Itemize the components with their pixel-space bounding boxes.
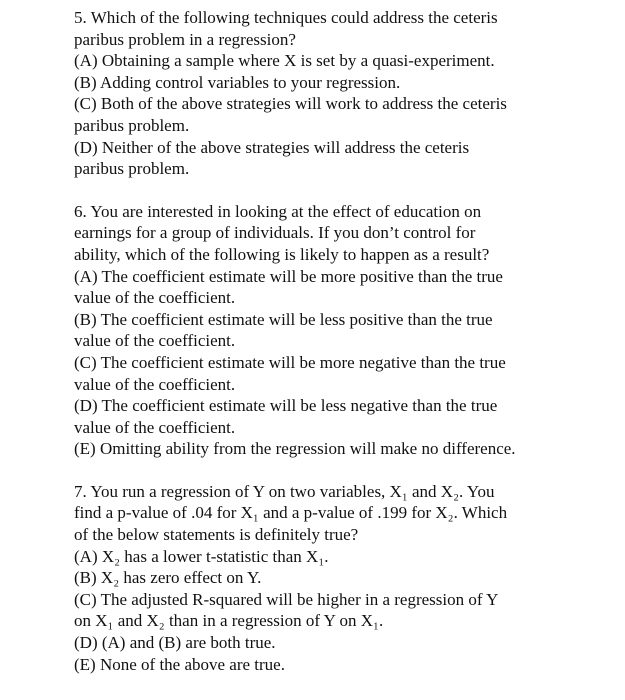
question-7-option-a: (A) X₂ has a lower t-statistic than X₁.	[74, 546, 329, 566]
question-7-option-c-cont: on X₁ and X₂ than in a regression of Y on X₁.	[74, 611, 384, 631]
question-7	[74, 481, 614, 675]
question-6-option-c: (C) The coefficient estimate will be more negative than the true	[74, 352, 506, 372]
question-6-stem-line: ability, which of the following is likely to happen as a result?	[74, 244, 490, 264]
question-6-option-a-cont: value of the coefficient.	[74, 288, 236, 308]
question-7-stem-line: 7. You run a regression of Y on two variables, X₁ and X₂. You	[74, 481, 495, 501]
question-7-option-b: (B) X₂ has zero effect on Y.	[74, 568, 262, 588]
question-6-option-b-cont: value of the coefficient.	[74, 331, 236, 351]
quiz-document	[74, 7, 614, 675]
question-7-stem-line: of the below statements is definitely true?	[74, 525, 359, 545]
question-5-option-b: (B) Adding control variables to your regression.	[74, 72, 401, 92]
question-5	[74, 7, 614, 180]
question-7-option-d: (D) (A) and (B) are both true.	[74, 633, 276, 653]
question-6-option-d-cont: value of the coefficient.	[74, 417, 236, 437]
question-6-option-b: (B) The coefficient estimate will be less positive than the true	[74, 309, 493, 329]
question-6-option-c-cont: value of the coefficient.	[74, 374, 236, 394]
question-6-option-e: (E) Omitting ability from the regression will make no difference.	[74, 439, 516, 459]
question-6-stem-line: 6. You are interested in looking at the effect of education on	[74, 201, 482, 221]
question-5-option-c: (C) Both of the above strategies will work to address the ceteris	[74, 94, 507, 114]
question-7-stem-line: find a p-value of .04 for X₁ and a p-value of .199 for X₂. Which	[74, 503, 508, 523]
question-5-option-a: (A) Obtaining a sample where X is set by a quasi-experiment.	[74, 51, 495, 71]
question-5-option-d-cont: paribus problem.	[74, 159, 190, 179]
question-7-option-c: (C) The adjusted R-squared will be higher in a regression of Y	[74, 589, 499, 609]
question-5-stem-line: paribus problem in a regression?	[74, 29, 296, 49]
question-6-stem-line: earnings for a group of individuals. If you don’t control for	[74, 223, 476, 243]
question-6-option-d: (D) The coefficient estimate will be less negative than the true	[74, 396, 498, 416]
question-5-option-c-cont: paribus problem.	[74, 115, 190, 135]
question-6-option-a: (A) The coefficient estimate will be more positive than the true	[74, 266, 503, 286]
question-7-option-e: (E) None of the above are true.	[74, 654, 285, 674]
question-5-option-d: (D) Neither of the above strategies will address the ceteris	[74, 137, 470, 157]
question-6	[74, 201, 614, 460]
question-5-stem-line: 5. Which of the following techniques could address the ceteris	[74, 8, 498, 27]
